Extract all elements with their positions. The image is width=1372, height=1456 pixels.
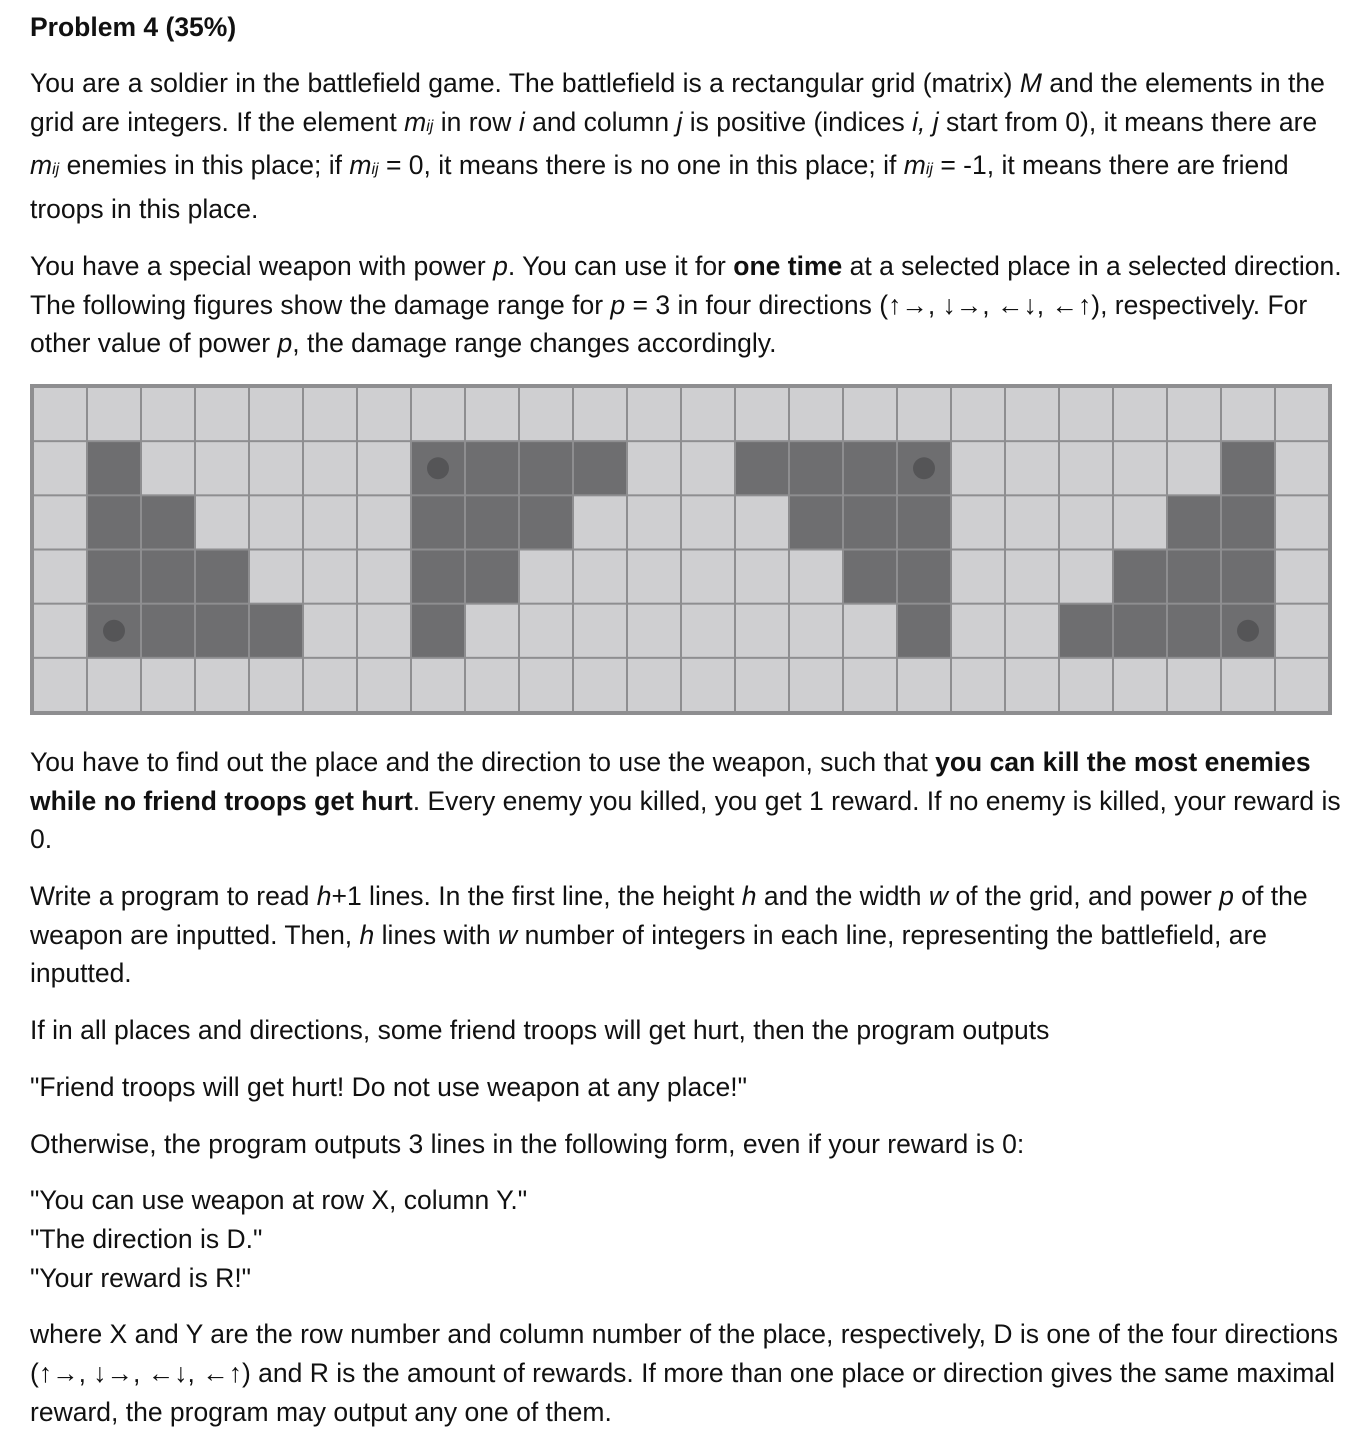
grid-cell: [1006, 388, 1058, 440]
grid-cell: [520, 550, 572, 602]
weapon-position-dot: [103, 620, 125, 642]
grid-cell-damaged: [736, 442, 788, 494]
grid-cell: [88, 659, 140, 711]
grid-cell: [952, 659, 1004, 711]
grid-cell-damaged: [790, 496, 842, 548]
grid-cell: [466, 659, 518, 711]
grid-cell: [790, 659, 842, 711]
grid-cell: [196, 496, 248, 548]
grid-cell: [682, 550, 734, 602]
grid-cell: [358, 442, 410, 494]
grid-cell-damaged: [466, 550, 518, 602]
grid-cell-damaged: [466, 496, 518, 548]
grid-cell: [952, 605, 1004, 657]
grid-cell: [1006, 605, 1058, 657]
grid-cell: [1276, 388, 1328, 440]
grid-cell: [628, 605, 680, 657]
grid-cell-damaged: [250, 605, 302, 657]
grid-cell: [790, 605, 842, 657]
grid-cell: [736, 496, 788, 548]
paragraph-battlefield: You are a soldier in the battlefield game. The battlefield is a rectangular grid (matrix) M and the elements in the grid are integers. If the element mij in row i and column j is positive (indices i, j start from 0), it means there are mij enemies in this place; if mij = 0, it means there is no one in this place; if mij = -1, it means there are friend troops in this place.: [30, 68, 1325, 225]
grid-cell: [628, 659, 680, 711]
damage-range-figure: [30, 384, 1332, 715]
grid-cell: [952, 550, 1004, 602]
grid-cell: [1060, 442, 1112, 494]
grid-cell-damaged: [466, 442, 518, 494]
problem-title: Problem 4 (35%): [30, 12, 237, 42]
grid-cell-damaged: [1222, 496, 1274, 548]
document: [30, 8, 1342, 1431]
grid-cell: [1006, 496, 1058, 548]
grid-cell-damaged: [1114, 550, 1166, 602]
grid-cell-damaged: [1168, 496, 1220, 548]
output-hurt-message: "Friend troops will get hurt! Do not use weapon at any place!": [30, 1071, 748, 1102]
grid-cell: [574, 659, 626, 711]
grid-cell: [682, 388, 734, 440]
grid-cell: [34, 550, 86, 602]
grid-cell: [34, 605, 86, 657]
grid-cell: [574, 388, 626, 440]
grid-cell: [250, 388, 302, 440]
grid-cell-damaged: [412, 605, 464, 657]
grid-cell: [682, 605, 734, 657]
grid-cell: [1276, 550, 1328, 602]
paragraph-otherwise: Otherwise, the program outputs 3 lines in the following form, even if your reward is 0:: [30, 1128, 1025, 1159]
grid-cell: [1006, 550, 1058, 602]
grid-cell-damaged: [844, 442, 896, 494]
grid-cell: [142, 659, 194, 711]
paragraph-hurt-condition: If in all places and directions, some friend troops will get hurt, then the program outputs: [30, 1015, 1050, 1046]
grid-cell: [34, 496, 86, 548]
grid-cell: [358, 550, 410, 602]
grid-cell-damaged: [196, 605, 248, 657]
grid-cell: [304, 496, 356, 548]
paragraph-weapon: You have a special weapon with power p. You can use it for one time at a selected place in a selected direction. The following figures show the damage range for p = 3 in four directions (↑→, ↓→, ←↓, ←↑), respectively. For other value of power p, the damage range changes accordingly.: [30, 250, 1342, 359]
grid-cell: [88, 388, 140, 440]
grid-cell: [466, 605, 518, 657]
grid-cell-damaged: [142, 496, 194, 548]
grid-cell: [1168, 442, 1220, 494]
grid-cell: [520, 605, 572, 657]
grid-cell: [250, 496, 302, 548]
grid-cell: [196, 442, 248, 494]
grid-cell: [304, 550, 356, 602]
grid-cell: [250, 659, 302, 711]
grid-cell: [1168, 659, 1220, 711]
grid-cell: [736, 605, 788, 657]
grid-cell-damaged: [574, 442, 626, 494]
grid-cell-damaged: [88, 442, 140, 494]
grid-cell: [412, 659, 464, 711]
grid-cell: [844, 388, 896, 440]
output-line-2: "The direction is D.": [30, 1223, 263, 1254]
grid-cell: [1006, 659, 1058, 711]
grid-cell: [1114, 659, 1166, 711]
grid-cell: [412, 388, 464, 440]
grid-cell-damaged: [844, 550, 896, 602]
grid-cell: [34, 659, 86, 711]
grid-cell: [952, 496, 1004, 548]
grid-cell: [520, 659, 572, 711]
grid-cell-damaged: [1168, 550, 1220, 602]
grid-cell-damaged: [1168, 605, 1220, 657]
grid-cell-damaged: [142, 605, 194, 657]
grid-cell: [520, 388, 572, 440]
grid-cell-damaged: [520, 442, 572, 494]
grid-cell: [304, 442, 356, 494]
grid-cell-damaged: [88, 496, 140, 548]
grid-cell: [1168, 388, 1220, 440]
grid-cell: [142, 388, 194, 440]
grid-cell-damaged: [898, 605, 950, 657]
grid-cell: [1222, 388, 1274, 440]
paragraph-where: where X and Y are the row number and column number of the place, respectively, D is one of the four directions (↑→, ↓→, ←↓, ←↑) and R is the amount of rewards. If more than one place or direction gives the same maximal reward, the program may output any one of them.: [30, 1319, 1339, 1427]
grid-cell: [628, 442, 680, 494]
output-line-3: "Your reward is R!": [30, 1262, 252, 1293]
grid-cell: [1276, 496, 1328, 548]
grid-cell: [1114, 496, 1166, 548]
grid-cell: [628, 550, 680, 602]
grid-cell: [1060, 550, 1112, 602]
grid-cell: [574, 550, 626, 602]
grid-cell: [358, 388, 410, 440]
grid-cell: [466, 388, 518, 440]
grid-cell-damaged: [196, 550, 248, 602]
grid-cell-damaged: [844, 496, 896, 548]
damage-range-grid: [30, 384, 1332, 715]
weapon-position-dot: [427, 457, 449, 479]
grid-cell: [574, 605, 626, 657]
grid-cell-damaged: [412, 550, 464, 602]
grid-cell: [1276, 659, 1328, 711]
paragraph-goal: You have to find out the place and the direction to use the weapon, such that you can kill the most enemies while no friend troops get hurt. Every enemy you killed, you get 1 reward. If no enemy is killed, your reward is 0.: [30, 746, 1341, 855]
grid-cell-damaged: [790, 442, 842, 494]
grid-cell: [682, 659, 734, 711]
grid-cell: [304, 388, 356, 440]
grid-cell: [1276, 442, 1328, 494]
grid-cell: [250, 442, 302, 494]
grid-cell: [1006, 442, 1058, 494]
grid-cell-damaged: [1222, 442, 1274, 494]
grid-cell: [952, 388, 1004, 440]
grid-cell: [574, 496, 626, 548]
grid-cell: [736, 659, 788, 711]
grid-cell: [1060, 496, 1112, 548]
weapon-position-dot: [1237, 620, 1259, 642]
grid-cell: [628, 496, 680, 548]
output-line-1: "You can use weapon at row X, column Y.": [30, 1185, 528, 1216]
weapon-position-dot: [913, 457, 935, 479]
grid-cell: [304, 659, 356, 711]
grid-cell: [898, 388, 950, 440]
grid-cell: [1060, 659, 1112, 711]
grid-cell: [898, 659, 950, 711]
grid-cell: [142, 442, 194, 494]
grid-cell: [1060, 388, 1112, 440]
grid-cell: [628, 388, 680, 440]
grid-cell: [196, 659, 248, 711]
grid-cell: [790, 388, 842, 440]
grid-cell: [358, 605, 410, 657]
grid-cell-damaged: [898, 550, 950, 602]
grid-cell-damaged: [1114, 605, 1166, 657]
grid-cell-damaged: [88, 550, 140, 602]
grid-cell: [304, 605, 356, 657]
grid-cell: [952, 442, 1004, 494]
grid-cell-damaged: [520, 496, 572, 548]
grid-cell-damaged: [412, 496, 464, 548]
grid-cell: [358, 496, 410, 548]
grid-cell: [682, 496, 734, 548]
grid-cell: [34, 442, 86, 494]
grid-cell: [34, 388, 86, 440]
grid-cell: [790, 550, 842, 602]
grid-cell-damaged: [1060, 605, 1112, 657]
paragraph-input: Write a program to read h+1 lines. In the first line, the height h and the width w of the grid, and power p of the weapon are inputted. Then, h lines with w number of integers in each line, representing the battlefield, are inputted.: [30, 881, 1308, 989]
grid-cell-damaged: [1222, 550, 1274, 602]
grid-cell: [1114, 388, 1166, 440]
grid-cell: [682, 442, 734, 494]
grid-cell: [1222, 659, 1274, 711]
grid-cell: [358, 659, 410, 711]
grid-cell: [196, 388, 248, 440]
grid-cell: [1276, 605, 1328, 657]
grid-cell: [844, 659, 896, 711]
grid-cell: [1114, 442, 1166, 494]
grid-cell: [736, 388, 788, 440]
grid-cell: [844, 605, 896, 657]
grid-cell-damaged: [142, 550, 194, 602]
grid-cell-damaged: [898, 496, 950, 548]
grid-cell: [250, 550, 302, 602]
grid-cell: [736, 550, 788, 602]
